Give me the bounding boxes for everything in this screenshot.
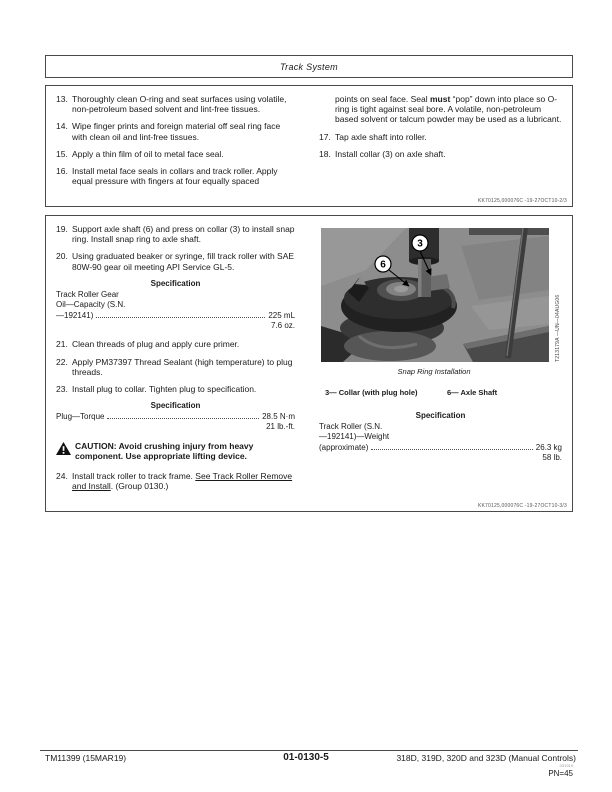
- list-item: [56, 384, 295, 394]
- caution-note: [56, 441, 295, 462]
- callout-legend: [325, 388, 562, 397]
- footer-manual-id: TM11399 (15MAR19): [45, 753, 127, 763]
- item-number: 19.: [56, 224, 68, 234]
- list-item: [56, 149, 295, 159]
- spec-line: Oil—Capacity (S.N.: [56, 300, 126, 310]
- item-number: 15.: [56, 148, 68, 159]
- snap-ring-photo: [321, 228, 562, 362]
- item-number: 23.: [56, 383, 68, 394]
- item-number: 13.: [56, 94, 68, 104]
- section-steps-19-24: [45, 215, 573, 512]
- item-text: Using graduated beaker or syringe, fill track roller with SAE 80W-90 gear oil meeting API Service GL-5.: [72, 251, 295, 272]
- list-item: [56, 121, 295, 141]
- item-number: 17.: [319, 131, 331, 142]
- spec-row: [56, 412, 295, 422]
- continuation-paragraph: [335, 94, 562, 125]
- spec-line: —192141)—Weight: [319, 432, 390, 442]
- list-item: [56, 339, 295, 349]
- dotted-leader: [371, 449, 532, 450]
- footer-page-number: 01-0130-5: [283, 752, 329, 763]
- specification-block-plug: [56, 401, 295, 433]
- section1-right-column: [309, 94, 562, 202]
- spec-title: Specification: [150, 401, 201, 411]
- list-item: [56, 357, 295, 377]
- section2-left-column: [56, 224, 309, 507]
- page-title: Track System: [280, 61, 338, 72]
- spec-row: [56, 311, 295, 321]
- spec-value-alt: 58 lb.: [542, 453, 562, 463]
- item-text: Support axle shaft (6) and press on collar (3) to install snap ring. Install snap ring to axle shaft.: [72, 224, 295, 245]
- spec-value-alt: 21 lb.-ft.: [266, 422, 296, 432]
- dotted-leader: [96, 317, 265, 318]
- item-text: Clean threads of plug and apply cure primer.: [72, 339, 240, 350]
- footer-pn-number: PN=45: [548, 769, 573, 778]
- item-text: Install plug to collar. Tighten plug to specification.: [72, 383, 257, 394]
- section2-right-column: [309, 224, 562, 507]
- list-item: [319, 132, 562, 142]
- item-text: [72, 471, 295, 491]
- item-number: 21.: [56, 339, 68, 350]
- spec-line: Track Roller (S.N.: [319, 422, 383, 431]
- spec-title: Specification: [150, 278, 201, 288]
- list-item: [56, 166, 295, 186]
- list-item: [56, 251, 295, 271]
- caution-text: CAUTION: Avoid crushing injury from heavy component. Use appropriate lifting device.: [75, 440, 254, 462]
- spec-value: 26.3 kg: [535, 442, 562, 452]
- spec-row: [319, 443, 562, 453]
- paragraph-text: points on seal face. Seal: [335, 94, 430, 104]
- legend-item: 3— Collar (with plug hole): [325, 388, 418, 397]
- specification-block-oil: [56, 279, 295, 332]
- item-number: 16.: [56, 165, 68, 176]
- item-text: Wipe finger prints and foreign material off seal ring face with clean oil and lint-free tissues.: [72, 121, 281, 142]
- item-number: 22.: [56, 356, 68, 367]
- section1-left-column: [56, 94, 309, 202]
- spec-title: Specification: [415, 411, 466, 420]
- callout-6: 6: [380, 259, 386, 271]
- list-item: [319, 149, 562, 159]
- item-number: 24.: [56, 471, 68, 482]
- spec-label: Plug—Torque: [56, 412, 105, 422]
- spec-value: 28.5 N·m: [262, 412, 296, 422]
- revision-code: KK70125,000076C -19-27OCT10-3/3: [477, 503, 567, 509]
- item-text: Apply PM37397 Thread Sealant (high temperature) to plug threads.: [72, 356, 293, 377]
- section-steps-13-18: [45, 85, 573, 207]
- list-item: [56, 224, 295, 244]
- list-item: [56, 471, 295, 491]
- item-text: Install collar (3) on axle shaft.: [335, 148, 446, 159]
- bold-word: must: [430, 94, 451, 104]
- item-number: 14.: [56, 121, 68, 132]
- warning-triangle-icon: [56, 441, 71, 462]
- spec-label: (approximate): [319, 442, 369, 452]
- spec-line: Track Roller Gear: [56, 289, 119, 299]
- paragraph-text: “pop” down into place so O-ring is tight against seal bore. A volatile, non-petroleum based solvent or talcum powder may be used as a lubricant.: [335, 94, 562, 125]
- legend-item: 6— Axle Shaft: [447, 388, 498, 397]
- footer-model-list: 318D, 319D, 320D and 323D (Manual Controls): [396, 753, 576, 763]
- item-text: Apply a thin film of oil to metal face seal.: [72, 148, 224, 159]
- photo-illustration: [321, 228, 549, 362]
- spec-label: —192141): [56, 310, 94, 320]
- callout-3: 3: [417, 238, 423, 250]
- spec-value: 225 mL: [268, 310, 296, 320]
- item-text-post: . (Group 0130.): [110, 481, 169, 492]
- dotted-leader: [107, 418, 259, 419]
- photo-id-code: T213179A —UN—04AUG06: [555, 294, 562, 362]
- item-text-pre: Install track roller to track frame.: [72, 471, 196, 482]
- list-item: [56, 94, 295, 114]
- footer-divider: [40, 750, 578, 751]
- revision-code: KK70125,000076C -19-27OCT10-2/3: [477, 198, 567, 204]
- item-number: 18.: [319, 148, 331, 159]
- item-text: Tap axle shaft into roller.: [335, 131, 427, 142]
- photo-caption: Snap Ring Installation: [397, 367, 471, 376]
- footer-print-code: 031919: [559, 763, 573, 768]
- specification-block-weight: [319, 411, 562, 464]
- item-number: 20.: [56, 251, 68, 262]
- running-header: [45, 55, 573, 78]
- item-text: Thoroughly clean O-ring and seat surfaces using volatile, non-petroleum based solvent and lint-free tissues.: [72, 94, 287, 115]
- cross-reference-link[interactable]: See Track Roller Remove and Install: [72, 471, 293, 492]
- spec-value-alt: 7.6 oz.: [271, 320, 296, 330]
- item-text: Install metal face seals in collars and track roller. Apply equal pressure with fingers at four equally spaced: [72, 165, 278, 187]
